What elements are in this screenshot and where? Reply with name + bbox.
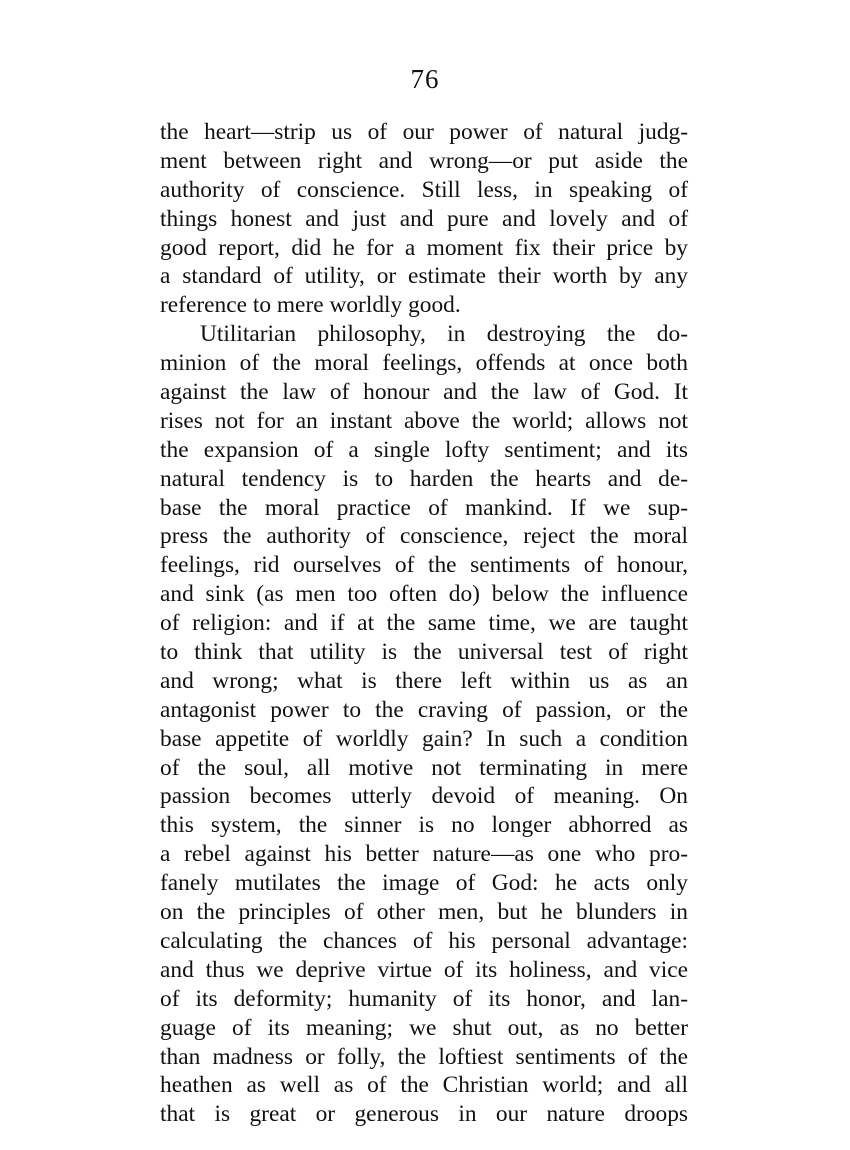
text-line: of religion: and if at the same time, we are taught <box>160 610 688 637</box>
text-line: a rebel against his better nature—as one who pro- <box>160 841 688 868</box>
text-line: antagonist power to the craving of passion, or the <box>160 696 688 723</box>
text-line: and thus we deprive virtue of its holiness, and vice <box>160 956 688 983</box>
text-line: the expansion of a single lofty sentiment; and its <box>160 436 688 463</box>
text-line: good report, did he for a moment fix their price by <box>160 234 688 261</box>
text-line: press the authority of conscience, reject the moral <box>160 523 688 550</box>
text-line: that is great or generous in our nature droops <box>160 1101 688 1128</box>
text-line: authority of conscience. Still less, in speaking of <box>160 176 688 203</box>
text-line: feelings, rid ourselves of the sentiments of honour, <box>160 552 688 579</box>
text-line: calculating the chances of his personal advantage: <box>160 927 688 954</box>
text-line: to think that utility is the universal test of right <box>160 639 688 666</box>
text-line: guage of its meaning; we shut out, as no better <box>160 1014 688 1041</box>
text-line: and wrong; what is there left within us as an <box>160 667 688 694</box>
text-line: a standard of utility, or estimate their worth by any <box>160 263 688 290</box>
text-line: passion becomes utterly devoid of meaning. On <box>160 783 688 810</box>
text-line: than madness or folly, the loftiest sentiments of the <box>160 1043 688 1070</box>
text-line: of the soul, all motive not terminating in mere <box>160 754 688 781</box>
paragraph-end-line: reference to mere worldly good. <box>160 292 461 319</box>
text-line: the heart—strip us of our power of natural judg- <box>160 119 688 145</box>
body-text <box>160 118 688 1129</box>
text-line: heathen as well as of the Christian world; and all <box>160 1072 688 1099</box>
text-line: base the moral practice of mankind. If we sup- <box>160 494 688 521</box>
text-line: natural tendency is to harden the hearts and de- <box>160 465 688 492</box>
text-line: and sink (as men too often do) below the influence <box>160 581 688 608</box>
text-line: minion of the moral feelings, offends at once both <box>160 350 688 377</box>
text-line: against the law of honour and the law of God. It <box>160 379 688 406</box>
page-number: 76 <box>410 64 440 94</box>
text-line: things honest and just and pure and lovely and of <box>160 205 688 232</box>
text-line: ment between right and wrong—or put aside the <box>160 147 688 174</box>
text-line: base appetite of worldly gain? In such a condition <box>160 725 688 752</box>
text-line: on the principles of other men, but he blunders in <box>160 899 688 926</box>
text-line: fanely mutilates the image of God: he acts only <box>160 870 688 897</box>
text-line: rises not for an instant above the world; allows not <box>160 407 688 434</box>
paragraph-start-line: Utilitarian philosophy, in destroying the do- <box>200 321 688 348</box>
text-line: of its deformity; humanity of its honor, and lan- <box>160 985 688 1012</box>
text-line: this system, the sinner is no longer abhorred as <box>160 812 688 839</box>
